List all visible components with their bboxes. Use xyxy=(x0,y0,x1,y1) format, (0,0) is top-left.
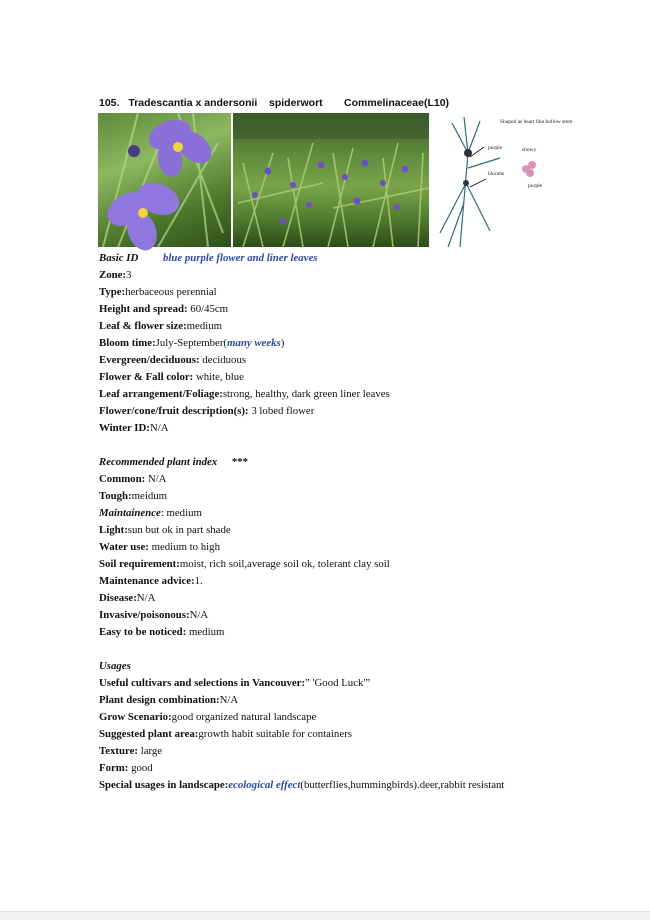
botanical-sketch xyxy=(430,113,573,247)
water-row: Water use: medium to high xyxy=(99,541,220,553)
bloom-row: Bloom time:July-September(many weeks) xyxy=(99,337,285,349)
sketch-note-1: purple xyxy=(488,145,503,151)
invasive-row: Invasive/poisonous:N/A xyxy=(99,609,209,621)
cultivars-row: Useful cultivars and selections in Vancouver:” 'Good Luck'” xyxy=(99,677,371,689)
basic-id-heading xyxy=(99,250,317,267)
light-row: Light:sun but ok in part shade xyxy=(99,524,231,536)
height-row: Height and spread: 60/45cm xyxy=(99,303,229,315)
winter-row: Winter ID:N/A xyxy=(99,422,169,434)
form-row: Form: good xyxy=(99,762,153,774)
sketch-note-2: showy xyxy=(522,147,537,153)
usages-heading: Usages xyxy=(99,660,131,672)
evergreen-row: Evergreen/deciduous: deciduous xyxy=(99,354,247,366)
plant-header xyxy=(99,97,450,109)
section-title: Basic ID xyxy=(99,252,139,264)
area-row: Suggested plant area:growth habit suitable for containers xyxy=(99,728,352,740)
common-row: Common: N/A xyxy=(99,473,167,485)
sketch-note-3: blooms xyxy=(488,171,505,177)
leaf-size-row: Leaf & flower size:medium xyxy=(99,320,223,332)
special-row: Special usages in landscape:ecological effect(butterflies,hummingbirds).deer,rabbit resistant xyxy=(99,779,505,791)
plant-habit-photo xyxy=(233,113,429,247)
plant-number: 105. xyxy=(99,97,120,109)
grow-row: Grow Scenario:good organized natural landscape xyxy=(99,711,317,723)
soil-row: Soil requirement:moist, rich soil,average soil ok, tolerant clay soil xyxy=(99,558,390,570)
advice-row: Maintenance advice:1. xyxy=(99,575,203,587)
latin-name: Tradescantia x andersonii xyxy=(128,97,258,109)
type-row: Type:herbaceous perennial xyxy=(99,286,217,298)
tough-row: Tough:meidum xyxy=(99,490,168,502)
common-name: spiderwort xyxy=(269,97,323,109)
basic-subtitle: blue purple flower and liner leaves xyxy=(163,252,318,264)
index-heading: Recommended plant index *** xyxy=(99,456,249,468)
maintainence-row: Maintainence: medium xyxy=(99,507,202,519)
leaf-arrangement-row: Leaf arrangement/Foliage:strong, healthy, dark green liner leaves xyxy=(99,388,390,400)
zone-row: Zone:3 xyxy=(99,269,132,281)
fruit-row: Flower/cone/fruit description(s): 3 lobed flower xyxy=(99,405,315,417)
sketch-note-4: purple xyxy=(528,183,543,189)
noticed-row: Easy to be noticed: medium xyxy=(99,626,225,638)
texture-row: Texture: large xyxy=(99,745,163,757)
page-bottom-edge xyxy=(0,911,650,920)
sketch-note-top: Shaped as heart like hollow stem xyxy=(500,119,573,125)
flower-closeup-photo xyxy=(98,113,231,247)
disease-row: Disease:N/A xyxy=(99,592,156,604)
family-name: Commelinaceae(L10) xyxy=(344,97,450,109)
combo-row: Plant design combination:N/A xyxy=(99,694,239,706)
color-row: Flower & Fall color: white, blue xyxy=(99,371,244,383)
